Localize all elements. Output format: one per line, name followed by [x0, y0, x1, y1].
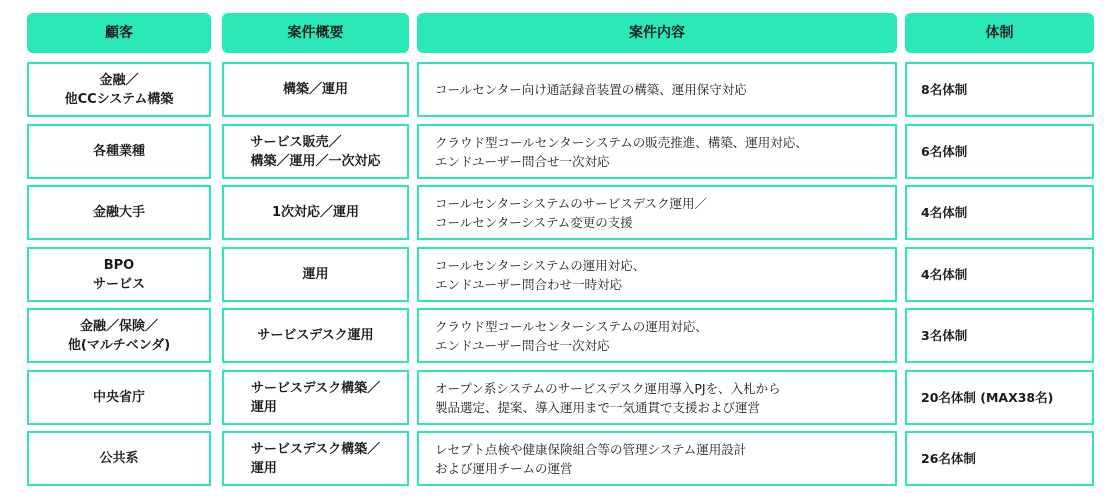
- summary-text: 1次対応／運用: [271, 205, 360, 220]
- cell-team: [905, 185, 1094, 240]
- client-text: 中央省庁: [92, 390, 145, 405]
- cell-summary: [222, 370, 409, 425]
- cell-client: [27, 308, 211, 363]
- client-text: 金融／ 他CCシステム構築: [64, 72, 174, 107]
- cell-client: [27, 431, 211, 486]
- cell-client: [27, 62, 211, 117]
- header-summary: [222, 13, 409, 53]
- cell-detail: [417, 124, 897, 179]
- cell-team: [905, 431, 1094, 486]
- header-client-label: 顧客: [105, 24, 133, 41]
- cell-summary: [222, 308, 409, 363]
- cell-client: [27, 370, 211, 425]
- team-text: 4名体制: [921, 267, 968, 282]
- cell-detail: [417, 247, 897, 302]
- cell-team: [905, 370, 1094, 425]
- detail-text: コールセンターシステムのサービスデスク運用／ コールセンターシステム変更の支援: [435, 195, 708, 230]
- client-text: BPO サービス: [92, 257, 145, 292]
- team-text: 20名体制 (MAX38名): [921, 390, 1054, 405]
- header-team-label: 体制: [985, 24, 1014, 41]
- summary-text: サービスデスク構築／ 運用: [250, 441, 381, 476]
- cell-team: [905, 124, 1094, 179]
- client-text: 金融大手: [92, 205, 145, 220]
- cell-detail: [417, 185, 897, 240]
- cell-summary: [222, 185, 409, 240]
- header-detail-label: 案件内容: [629, 24, 685, 41]
- header-client: [27, 13, 211, 53]
- cell-client: [27, 185, 211, 240]
- summary-text: 構築／運用: [282, 82, 348, 97]
- cell-summary: [222, 247, 409, 302]
- detail-text: クラウド型コールセンターシステムの販売推進、構築、運用対応、 エンドユーザー問合せ一次対応: [435, 134, 808, 169]
- cell-summary: [222, 124, 409, 179]
- detail-text: コールセンターシステムの運用対応、 エンドユーザー問合わせ一時対応: [435, 257, 646, 292]
- cell-team: [905, 308, 1094, 363]
- cell-summary: [222, 431, 409, 486]
- cell-client: [27, 124, 211, 179]
- summary-text: サービスデスク運用: [257, 328, 374, 343]
- cell-detail: [417, 308, 897, 363]
- cell-detail: [417, 370, 897, 425]
- cell-team: [905, 247, 1094, 302]
- cell-team: [905, 62, 1094, 117]
- team-text: 3名体制: [921, 328, 968, 343]
- cell-summary: [222, 62, 409, 117]
- summary-text: サービスデスク構築／ 運用: [250, 380, 381, 415]
- detail-text: コールセンター向け通話録音装置の構築、運用保守対応: [435, 82, 747, 97]
- team-text: 4名体制: [921, 205, 968, 220]
- client-text: 公共系: [99, 451, 139, 466]
- header-detail: [417, 13, 897, 53]
- client-text: 金融／保険／ 他(マルチベンダ): [67, 318, 171, 353]
- team-text: 6名体制: [921, 144, 968, 159]
- cell-detail: [417, 62, 897, 117]
- summary-text: サービス販売／ 構築／運用／一次対応: [250, 134, 381, 169]
- detail-text: レセプト点検や健康保険組合等の管理システム運用設計 および運用チームの運営: [435, 441, 747, 476]
- team-text: 26名体制: [921, 451, 976, 466]
- cell-detail: [417, 431, 897, 486]
- detail-text: クラウド型コールセンターシステムの運用対応、 エンドユーザー問合せ一次対応: [435, 318, 708, 353]
- header-team: [905, 13, 1094, 53]
- summary-text: 運用: [302, 267, 329, 282]
- cell-client: [27, 247, 211, 302]
- client-text: 各種業種: [92, 144, 145, 159]
- detail-text: オープン系システムのサービスデスク運用導入PJを、入札から 製品選定、提案、導入運用まで一気通貫で支援および運営: [435, 380, 781, 415]
- team-text: 8名体制: [921, 82, 968, 97]
- header-summary-label: 案件概要: [287, 24, 344, 41]
